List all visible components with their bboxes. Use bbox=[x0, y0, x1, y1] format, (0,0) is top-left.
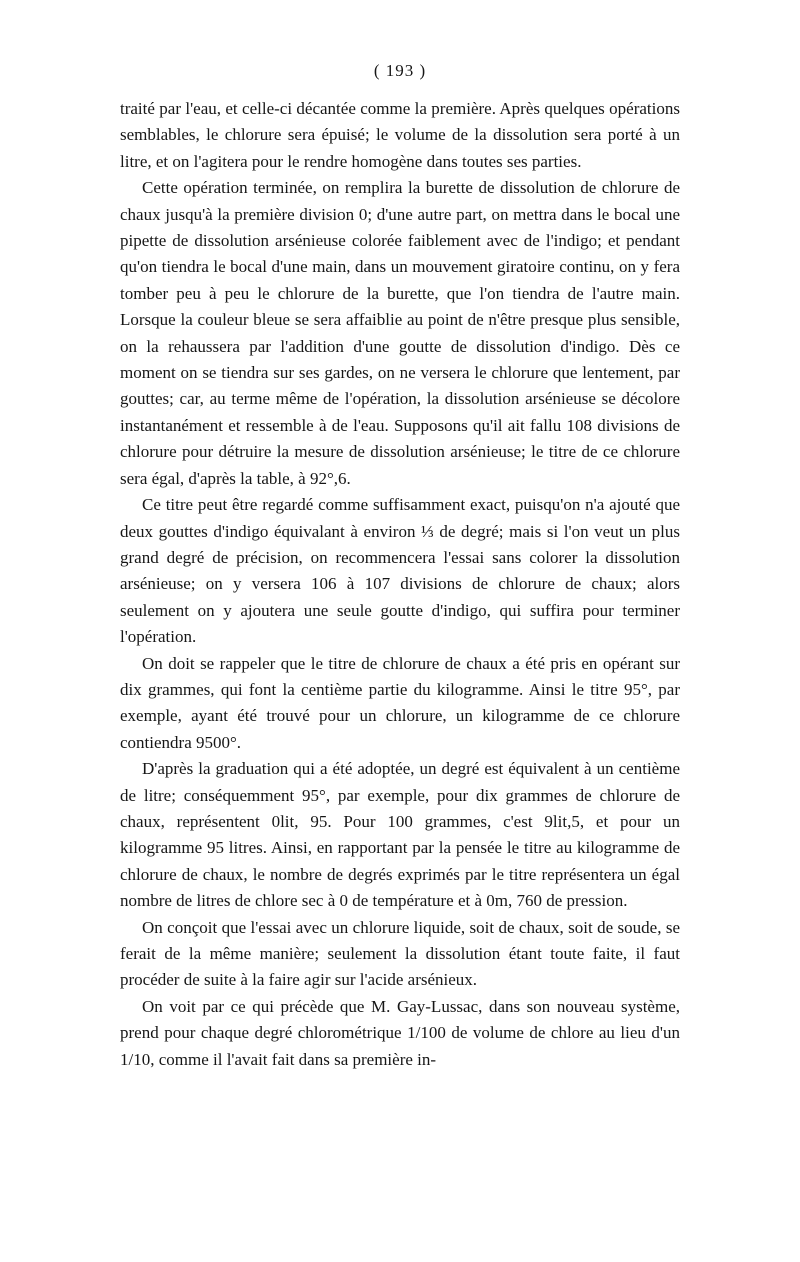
paragraph-7: On voit par ce qui précède que M. Gay-Lussac, dans son nouveau système, prend pour chaque degré chlorométrique 1/100 de volume de chlore au lieu d'un 1/10, comme il l'avait fait dans sa première in- bbox=[120, 996, 680, 1069]
paragraph-4: On doit se rappeler que le titre de chlorure de chaux a été pris en opérant sur dix grammes, qui font la centième partie du kilogramme. Ainsi le titre 95°, par exemple, ayant été trouvé pour un chlorure, un kilogramme de ce chlorure contiendra 9500°. bbox=[120, 653, 680, 752]
paragraph-5: D'après la graduation qui a été adoptée, un degré est équivalent à un centième de litre; conséquemment 95°, par exemple, pour dix grammes de chlorure de chaux, représentent 0lit, 95. Pour 100 grammes, c'est 9lit,5, et pour un kilogramme 95 litres. Ainsi, en rapportant par la pensée le titre au kilogramme de chlorure de chaux, le nombre de degrés exprimés par le titre représentera un égal nombre de litres de chlore sec à 0 de température et à 0m, 760 de pression. bbox=[120, 759, 680, 911]
paragraph-6: On conçoit que l'essai avec un chlorure liquide, soit de chaux, soit de soude, se ferait de la même manière; seulement la dissolution étant toute faite, il faut procéder de suite à la faire agir sur l'acide arsénieux. bbox=[120, 917, 680, 990]
paragraph-2: Cette opération terminée, on remplira la burette de dissolution de chlorure de chaux jusqu'à la première division 0; d'une autre part, on mettra dans le bocal une pipette de dissolution arsénieuse colorée faiblement avec de l'indigo; et pendant qu'on tiendra le bocal d'une main, dans un mouvement giratoire continu, on y fera tomber peu à peu le chlorure de la burette, que l'on tiendra de l'autre main. Lorsque la couleur bleue se sera affaiblie au point de n'être presque plus sensible, on la rehaussera par l'addition d'une goutte de dissolution d'indigo. Dès ce moment on se tiendra sur ses gardes, on ne versera le chlorure que lentement, par gouttes; car, au terme même de l'opération, la dissolution arsénieuse se décolore instantanément et ressemble à de l'eau. Supposons qu'il ait fallu 108 divisions de chlorure pour détruire la mesure de dissolution arsénieuse; le titre de ce chlorure sera égal, d'après la table, à 92°,6. bbox=[120, 178, 680, 488]
paragraph-1: traité par l'eau, et celle-ci décantée comme la première. Après quelques opérations semblables, le chlorure sera épuisé; le volume de la dissolution sera porté à un litre, et on l'agitera pour le rendre homogène dans toutes ses parties. bbox=[120, 99, 680, 171]
body-text bbox=[120, 96, 680, 1073]
page-number: ( 193 ) bbox=[373, 61, 427, 80]
paragraph-3: Ce titre peut être regardé comme suffisamment exact, puisqu'on n'a ajouté que deux gouttes d'indigo équivalant à environ ⅓ de degré; mais si l'on veut un plus grand degré de précision, on recommencera l'essai sans colorer la dissolution arsénieuse; on y versera 106 à 107 divisions de chlorure de chaux; alors seulement on y ajoutera une seule goutte d'indigo, qui suffira pour terminer l'opération. bbox=[120, 495, 680, 647]
